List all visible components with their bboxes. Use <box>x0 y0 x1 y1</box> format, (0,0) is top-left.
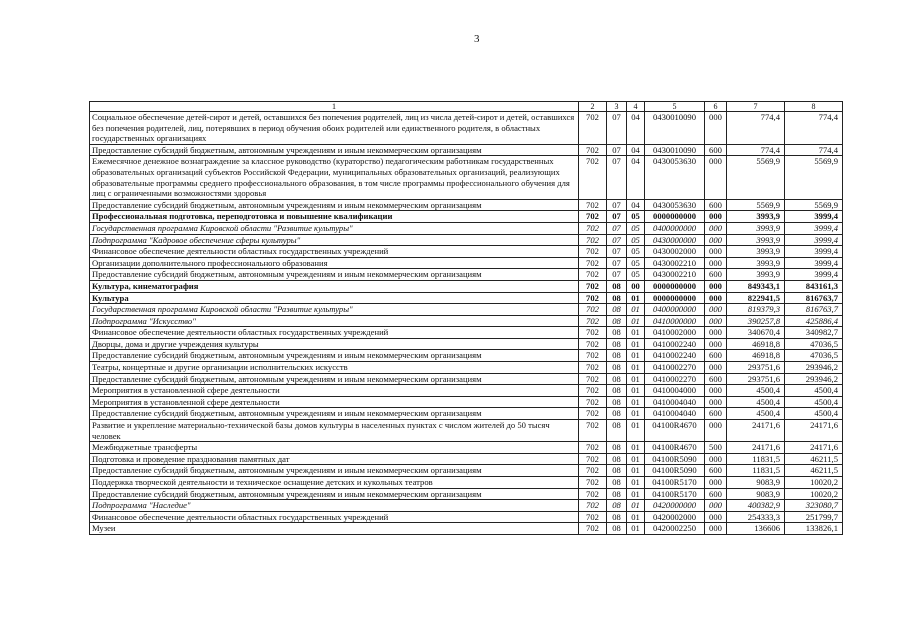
row-cs-cell: 0000000000 <box>645 280 705 292</box>
row-gr-cell: 702 <box>579 442 607 454</box>
row-gr-cell: 702 <box>579 304 607 316</box>
row-sum-2021-cell: 46918,8 <box>727 338 785 350</box>
row-sum-2022-cell: 4500,4 <box>785 396 843 408</box>
row-name-cell: Мероприятия в установленной сфере деятельности <box>90 396 579 408</box>
row-sum-2021-cell: 46918,8 <box>727 350 785 362</box>
row-sum-2021-cell: 9083,9 <box>727 488 785 500</box>
row-sum-2021-cell: 5569,9 <box>727 156 785 199</box>
row-sum-2022-cell: 323080,7 <box>785 500 843 512</box>
row-name-cell: Развитие и укрепление материально-технической базы домов культуры в населенных пунктах с числом жителей до 50 тысяч человек <box>90 420 579 442</box>
row-gr-cell: 702 <box>579 350 607 362</box>
row-name-cell: Театры, концертные и другие организации исполнительских искусств <box>90 362 579 374</box>
row-rz-cell: 08 <box>607 477 627 489</box>
row-sum-2021-cell: 774,4 <box>727 112 785 145</box>
row-cs-cell: 04100R4670 <box>645 420 705 442</box>
row-sum-2021-cell: 3993,9 <box>727 269 785 281</box>
row-vr-cell: 000 <box>705 280 727 292</box>
table-row <box>90 396 843 408</box>
row-sum-2022-cell: 340982,7 <box>785 327 843 339</box>
row-name-cell: Дворцы, дома и другие учреждения культуры <box>90 338 579 350</box>
row-pr-cell: 05 <box>627 269 645 281</box>
row-name-cell: Культура <box>90 292 579 304</box>
row-pr-cell: 01 <box>627 453 645 465</box>
row-pr-cell: 05 <box>627 234 645 246</box>
row-gr-cell: 702 <box>579 511 607 523</box>
column-header: 3 <box>607 102 627 112</box>
row-gr-cell: 702 <box>579 338 607 350</box>
column-header: 5 <box>645 102 705 112</box>
row-sum-2022-cell: 46211,5 <box>785 453 843 465</box>
row-cs-cell: 0430002000 <box>645 246 705 258</box>
row-name-cell: Государственная программа Кировской области "Развитие культуры" <box>90 222 579 234</box>
row-pr-cell: 01 <box>627 385 645 397</box>
row-rz-cell: 07 <box>607 199 627 211</box>
row-name-cell: Государственная программа Кировской области "Развитие культуры" <box>90 304 579 316</box>
row-sum-2021-cell: 390257,8 <box>727 315 785 327</box>
row-sum-2022-cell: 251799,7 <box>785 511 843 523</box>
row-gr-cell: 702 <box>579 257 607 269</box>
row-gr-cell: 702 <box>579 408 607 420</box>
row-cs-cell: 0000000000 <box>645 211 705 223</box>
row-cs-cell: 04100R5170 <box>645 477 705 489</box>
row-name-cell: Социальное обеспечение детей-сирот и детей, оставшихся без попечения родителей, лиц из числа детей-сирот и детей, оставшихся без попечения родителей, лиц, потерявших в период обучения обоих родителей или единственного родителя, в областных государственных организациях <box>90 112 579 145</box>
row-sum-2022-cell: 24171,6 <box>785 442 843 454</box>
row-pr-cell: 01 <box>627 465 645 477</box>
table-row <box>90 292 843 304</box>
row-sum-2021-cell: 819379,3 <box>727 304 785 316</box>
row-rz-cell: 08 <box>607 338 627 350</box>
table-row <box>90 144 843 156</box>
table-row <box>90 327 843 339</box>
row-gr-cell: 702 <box>579 246 607 258</box>
row-cs-cell: 04100R5090 <box>645 453 705 465</box>
table-row <box>90 500 843 512</box>
row-rz-cell: 08 <box>607 500 627 512</box>
row-cs-cell: 0410002240 <box>645 338 705 350</box>
row-sum-2022-cell: 293946,2 <box>785 362 843 374</box>
row-cs-cell: 0420002250 <box>645 523 705 535</box>
row-vr-cell: 000 <box>705 327 727 339</box>
row-name-cell: Подпрограмма "Кадровое обеспечение сферы культуры" <box>90 234 579 246</box>
row-gr-cell: 702 <box>579 500 607 512</box>
column-header: 2 <box>579 102 607 112</box>
row-sum-2021-cell: 136606 <box>727 523 785 535</box>
row-pr-cell: 01 <box>627 315 645 327</box>
row-rz-cell: 08 <box>607 280 627 292</box>
row-sum-2021-cell: 3993,9 <box>727 222 785 234</box>
row-vr-cell: 600 <box>705 465 727 477</box>
row-vr-cell: 000 <box>705 112 727 145</box>
row-sum-2021-cell: 3993,9 <box>727 234 785 246</box>
row-cs-cell: 0430000000 <box>645 234 705 246</box>
row-rz-cell: 07 <box>607 112 627 145</box>
table-row <box>90 420 843 442</box>
row-sum-2021-cell: 11831,5 <box>727 465 785 477</box>
row-sum-2021-cell: 9083,9 <box>727 477 785 489</box>
row-sum-2021-cell: 3993,9 <box>727 246 785 258</box>
row-pr-cell: 05 <box>627 246 645 258</box>
row-rz-cell: 08 <box>607 304 627 316</box>
table-row <box>90 211 843 223</box>
table-row <box>90 453 843 465</box>
row-pr-cell: 04 <box>627 112 645 145</box>
row-sum-2021-cell: 774,4 <box>727 144 785 156</box>
row-rz-cell: 07 <box>607 246 627 258</box>
row-sum-2021-cell: 3993,9 <box>727 211 785 223</box>
row-pr-cell: 01 <box>627 362 645 374</box>
row-name-cell: Предоставление субсидий бюджетным, автономным учреждениям и иным некоммерческим организациям <box>90 144 579 156</box>
row-vr-cell: 600 <box>705 199 727 211</box>
row-vr-cell: 000 <box>705 246 727 258</box>
row-name-cell: Предоставление субсидий бюджетным, автономным учреждениям и иным некоммерческим организациям <box>90 373 579 385</box>
row-rz-cell: 08 <box>607 408 627 420</box>
row-sum-2021-cell: 849343,1 <box>727 280 785 292</box>
row-cs-cell: 04100R5090 <box>645 465 705 477</box>
row-pr-cell: 05 <box>627 222 645 234</box>
row-vr-cell: 600 <box>705 350 727 362</box>
table-row <box>90 315 843 327</box>
row-gr-cell: 702 <box>579 144 607 156</box>
row-rz-cell: 07 <box>607 234 627 246</box>
row-sum-2021-cell: 3993,9 <box>727 257 785 269</box>
row-sum-2021-cell: 24171,6 <box>727 442 785 454</box>
row-vr-cell: 000 <box>705 420 727 442</box>
row-sum-2022-cell: 816763,7 <box>785 304 843 316</box>
table-row <box>90 246 843 258</box>
row-cs-cell: 0410000000 <box>645 315 705 327</box>
row-sum-2022-cell: 5569,9 <box>785 199 843 211</box>
row-vr-cell: 600 <box>705 408 727 420</box>
row-name-cell: Подготовка и проведение празднования памятных дат <box>90 453 579 465</box>
row-name-cell: Музеи <box>90 523 579 535</box>
row-vr-cell: 000 <box>705 385 727 397</box>
row-name-cell: Предоставление субсидий бюджетным, автономным учреждениям и иным некоммерческим организациям <box>90 488 579 500</box>
table-row <box>90 112 843 145</box>
table-row <box>90 257 843 269</box>
row-sum-2022-cell: 774,4 <box>785 144 843 156</box>
row-gr-cell: 702 <box>579 488 607 500</box>
table-row <box>90 523 843 535</box>
row-cs-cell: 0400000000 <box>645 222 705 234</box>
row-pr-cell: 04 <box>627 144 645 156</box>
row-rz-cell: 08 <box>607 327 627 339</box>
table-row <box>90 442 843 454</box>
row-vr-cell: 600 <box>705 488 727 500</box>
row-pr-cell: 04 <box>627 199 645 211</box>
row-gr-cell: 702 <box>579 362 607 374</box>
row-gr-cell: 702 <box>579 315 607 327</box>
row-vr-cell: 500 <box>705 442 727 454</box>
table-row <box>90 156 843 199</box>
row-pr-cell: 01 <box>627 327 645 339</box>
row-pr-cell: 01 <box>627 511 645 523</box>
row-gr-cell: 702 <box>579 477 607 489</box>
row-sum-2022-cell: 46211,5 <box>785 465 843 477</box>
table-row <box>90 362 843 374</box>
row-name-cell: Мероприятия в установленной сфере деятельности <box>90 385 579 397</box>
row-gr-cell: 702 <box>579 222 607 234</box>
budget-table <box>89 101 843 535</box>
row-pr-cell: 01 <box>627 500 645 512</box>
table-row <box>90 222 843 234</box>
row-vr-cell: 000 <box>705 523 727 535</box>
row-sum-2022-cell: 10020,2 <box>785 477 843 489</box>
row-vr-cell: 600 <box>705 144 727 156</box>
table-row <box>90 350 843 362</box>
row-sum-2022-cell: 3999,4 <box>785 257 843 269</box>
row-vr-cell: 000 <box>705 257 727 269</box>
row-rz-cell: 07 <box>607 211 627 223</box>
row-pr-cell: 04 <box>627 156 645 199</box>
row-gr-cell: 702 <box>579 465 607 477</box>
row-sum-2022-cell: 774,4 <box>785 112 843 145</box>
row-sum-2022-cell: 133826,1 <box>785 523 843 535</box>
row-vr-cell: 000 <box>705 211 727 223</box>
row-cs-cell: 0000000000 <box>645 292 705 304</box>
row-rz-cell: 08 <box>607 315 627 327</box>
row-gr-cell: 702 <box>579 385 607 397</box>
row-vr-cell: 000 <box>705 500 727 512</box>
row-name-cell: Профессиональная подготовка, переподготовка и повышение квалификации <box>90 211 579 223</box>
row-vr-cell: 600 <box>705 373 727 385</box>
row-pr-cell: 05 <box>627 211 645 223</box>
row-cs-cell: 0410004040 <box>645 408 705 420</box>
row-cs-cell: 0410002000 <box>645 327 705 339</box>
row-gr-cell: 702 <box>579 396 607 408</box>
table-row <box>90 373 843 385</box>
row-gr-cell: 702 <box>579 292 607 304</box>
row-sum-2021-cell: 11831,5 <box>727 453 785 465</box>
table-row <box>90 465 843 477</box>
row-pr-cell: 01 <box>627 338 645 350</box>
row-name-cell: Поддержка творческой деятельности и техническое оснащение детских и кукольных театров <box>90 477 579 489</box>
row-rz-cell: 08 <box>607 396 627 408</box>
column-header: 1 <box>90 102 579 112</box>
row-name-cell: Предоставление субсидий бюджетным, автономным учреждениям и иным некоммерческим организациям <box>90 408 579 420</box>
row-rz-cell: 08 <box>607 350 627 362</box>
row-sum-2022-cell: 3999,4 <box>785 246 843 258</box>
row-vr-cell: 000 <box>705 477 727 489</box>
row-sum-2022-cell: 3999,4 <box>785 211 843 223</box>
row-cs-cell: 0420002000 <box>645 511 705 523</box>
row-pr-cell: 01 <box>627 373 645 385</box>
row-vr-cell: 000 <box>705 292 727 304</box>
row-rz-cell: 08 <box>607 442 627 454</box>
table-row <box>90 280 843 292</box>
row-pr-cell: 01 <box>627 488 645 500</box>
row-sum-2021-cell: 4500,4 <box>727 408 785 420</box>
row-pr-cell: 01 <box>627 350 645 362</box>
row-pr-cell: 01 <box>627 396 645 408</box>
row-cs-cell: 04100R5170 <box>645 488 705 500</box>
row-vr-cell: 000 <box>705 222 727 234</box>
row-pr-cell: 01 <box>627 408 645 420</box>
row-name-cell: Финансовое обеспечение деятельности областных государственных учреждений <box>90 327 579 339</box>
table-row <box>90 385 843 397</box>
row-rz-cell: 08 <box>607 523 627 535</box>
row-vr-cell: 000 <box>705 315 727 327</box>
row-name-cell: Организации дополнительного профессионального образования <box>90 257 579 269</box>
row-gr-cell: 702 <box>579 234 607 246</box>
table-row <box>90 477 843 489</box>
row-rz-cell: 08 <box>607 362 627 374</box>
row-sum-2021-cell: 4500,4 <box>727 385 785 397</box>
row-name-cell: Предоставление субсидий бюджетным, автономным учреждениям и иным некоммерческим организациям <box>90 465 579 477</box>
row-sum-2022-cell: 5569,9 <box>785 156 843 199</box>
row-vr-cell: 000 <box>705 338 727 350</box>
row-rz-cell: 07 <box>607 257 627 269</box>
column-header: 6 <box>705 102 727 112</box>
row-cs-cell: 0430053630 <box>645 199 705 211</box>
row-sum-2022-cell: 4500,4 <box>785 408 843 420</box>
row-gr-cell: 702 <box>579 199 607 211</box>
row-vr-cell: 000 <box>705 362 727 374</box>
row-sum-2022-cell: 4500,4 <box>785 385 843 397</box>
row-cs-cell: 0430002210 <box>645 257 705 269</box>
row-rz-cell: 08 <box>607 373 627 385</box>
column-header: 8 <box>785 102 843 112</box>
row-vr-cell: 000 <box>705 234 727 246</box>
row-cs-cell: 0410002270 <box>645 373 705 385</box>
row-name-cell: Предоставление субсидий бюджетным, автономным учреждениям и иным некоммерческим организациям <box>90 350 579 362</box>
row-gr-cell: 702 <box>579 112 607 145</box>
row-sum-2021-cell: 24171,6 <box>727 420 785 442</box>
row-pr-cell: 05 <box>627 257 645 269</box>
row-gr-cell: 702 <box>579 523 607 535</box>
row-cs-cell: 04100R4670 <box>645 442 705 454</box>
row-sum-2021-cell: 254333,3 <box>727 511 785 523</box>
row-cs-cell: 0430002210 <box>645 269 705 281</box>
row-cs-cell: 0430010090 <box>645 144 705 156</box>
row-name-cell: Предоставление субсидий бюджетным, автономным учреждениям и иным некоммерческим организациям <box>90 199 579 211</box>
row-sum-2021-cell: 822941,5 <box>727 292 785 304</box>
table-row <box>90 304 843 316</box>
row-rz-cell: 07 <box>607 156 627 199</box>
row-sum-2022-cell: 3999,4 <box>785 222 843 234</box>
table-body <box>90 112 843 535</box>
row-rz-cell: 07 <box>607 222 627 234</box>
row-sum-2022-cell: 3999,4 <box>785 234 843 246</box>
row-sum-2022-cell: 293946,2 <box>785 373 843 385</box>
row-gr-cell: 702 <box>579 373 607 385</box>
row-pr-cell: 01 <box>627 304 645 316</box>
row-name-cell: Подпрограмма "Искусство" <box>90 315 579 327</box>
row-vr-cell: 000 <box>705 156 727 199</box>
row-sum-2021-cell: 5569,9 <box>727 199 785 211</box>
row-cs-cell: 0410002270 <box>645 362 705 374</box>
row-name-cell: Финансовое обеспечение деятельности областных государственных учреждений <box>90 246 579 258</box>
table-row <box>90 488 843 500</box>
row-gr-cell: 702 <box>579 156 607 199</box>
row-sum-2021-cell: 293751,6 <box>727 362 785 374</box>
row-gr-cell: 702 <box>579 269 607 281</box>
row-vr-cell: 000 <box>705 396 727 408</box>
row-gr-cell: 702 <box>579 211 607 223</box>
row-rz-cell: 08 <box>607 385 627 397</box>
row-name-cell: Межбюджетные трансферты <box>90 442 579 454</box>
table-row <box>90 199 843 211</box>
row-pr-cell: 00 <box>627 280 645 292</box>
table-row <box>90 338 843 350</box>
row-vr-cell: 000 <box>705 453 727 465</box>
row-sum-2022-cell: 843161,3 <box>785 280 843 292</box>
row-sum-2022-cell: 425886,4 <box>785 315 843 327</box>
row-vr-cell: 600 <box>705 269 727 281</box>
table-row <box>90 408 843 420</box>
row-vr-cell: 000 <box>705 304 727 316</box>
row-sum-2021-cell: 400382,9 <box>727 500 785 512</box>
row-rz-cell: 08 <box>607 453 627 465</box>
row-sum-2022-cell: 816763,7 <box>785 292 843 304</box>
row-cs-cell: 0410002240 <box>645 350 705 362</box>
row-cs-cell: 0410004040 <box>645 396 705 408</box>
row-cs-cell: 0400000000 <box>645 304 705 316</box>
table-header-row <box>90 102 843 112</box>
row-pr-cell: 01 <box>627 523 645 535</box>
row-sum-2021-cell: 293751,6 <box>727 373 785 385</box>
row-sum-2021-cell: 4500,4 <box>727 396 785 408</box>
table-row <box>90 234 843 246</box>
row-rz-cell: 07 <box>607 269 627 281</box>
row-rz-cell: 08 <box>607 511 627 523</box>
page-number: 3 <box>474 33 480 45</box>
row-rz-cell: 07 <box>607 144 627 156</box>
row-rz-cell: 08 <box>607 292 627 304</box>
table-row <box>90 269 843 281</box>
row-sum-2022-cell: 47036,5 <box>785 338 843 350</box>
row-gr-cell: 702 <box>579 327 607 339</box>
row-name-cell: Культура, кинематография <box>90 280 579 292</box>
row-name-cell: Предоставление субсидий бюджетным, автономным учреждениям и иным некоммерческим организациям <box>90 269 579 281</box>
row-cs-cell: 0420000000 <box>645 500 705 512</box>
row-name-cell: Ежемесячное денежное вознаграждение за классное руководство (кураторство) педагогическим работникам государственных образовательных организаций субъектов Российской Федерации, муниципальных образовательных организаций, реализующих образовательные программы среднего профессионального образования, в том числе программы профессионального обучения для лиц с ограниченными возможностями здоровья <box>90 156 579 199</box>
row-vr-cell: 000 <box>705 511 727 523</box>
row-sum-2022-cell: 24171,6 <box>785 420 843 442</box>
row-pr-cell: 01 <box>627 477 645 489</box>
row-sum-2022-cell: 47036,5 <box>785 350 843 362</box>
row-sum-2021-cell: 340670,4 <box>727 327 785 339</box>
row-name-cell: Финансовое обеспечение деятельности областных государственных учреждений <box>90 511 579 523</box>
row-gr-cell: 702 <box>579 280 607 292</box>
row-cs-cell: 0410004000 <box>645 385 705 397</box>
row-rz-cell: 08 <box>607 420 627 442</box>
row-pr-cell: 01 <box>627 420 645 442</box>
column-header: 7 <box>727 102 785 112</box>
row-pr-cell: 01 <box>627 442 645 454</box>
row-gr-cell: 702 <box>579 453 607 465</box>
row-rz-cell: 08 <box>607 488 627 500</box>
row-name-cell: Подпрограмма "Наследие" <box>90 500 579 512</box>
row-cs-cell: 0430010090 <box>645 112 705 145</box>
column-header: 4 <box>627 102 645 112</box>
table-row <box>90 511 843 523</box>
row-pr-cell: 01 <box>627 292 645 304</box>
row-rz-cell: 08 <box>607 465 627 477</box>
row-sum-2022-cell: 3999,4 <box>785 269 843 281</box>
row-gr-cell: 702 <box>579 420 607 442</box>
row-sum-2022-cell: 10020,2 <box>785 488 843 500</box>
row-cs-cell: 0430053630 <box>645 156 705 199</box>
